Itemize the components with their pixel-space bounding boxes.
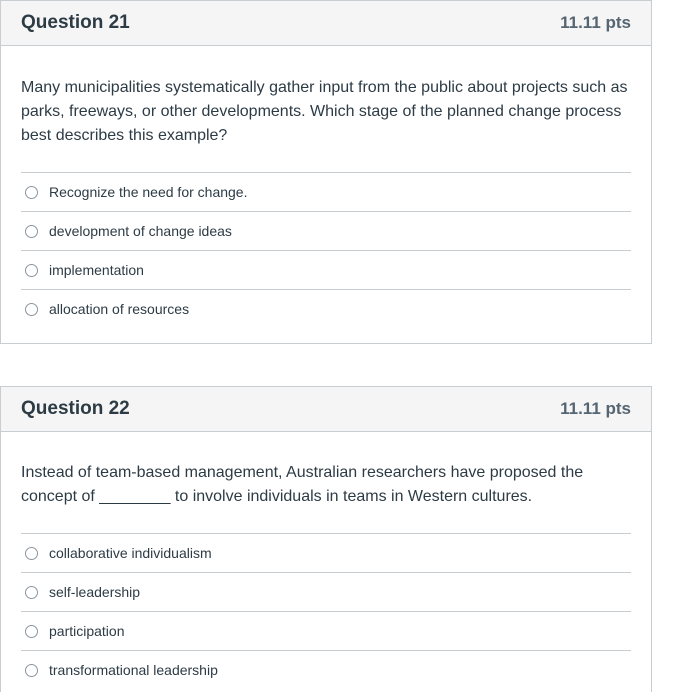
question-title: Question 21 xyxy=(21,12,130,33)
radio-button[interactable] xyxy=(25,264,38,277)
answer-label[interactable]: allocation of resources xyxy=(49,301,190,317)
question-text: Instead of team-based management, Australian researchers have proposed the concept of ________ to involve individuals in teams in Western cultures. xyxy=(21,464,584,505)
answer-label[interactable]: participation xyxy=(49,623,125,639)
answer-option[interactable] xyxy=(21,172,631,211)
answer-label[interactable]: self-leadership xyxy=(49,584,141,600)
radio-button[interactable] xyxy=(25,186,38,199)
radio-button[interactable] xyxy=(25,303,38,316)
question-header xyxy=(1,387,651,432)
answer-option[interactable] xyxy=(21,572,631,611)
answer-option[interactable] xyxy=(21,533,631,572)
answer-option[interactable] xyxy=(21,211,631,250)
question-header xyxy=(1,1,651,46)
answer-label[interactable]: transformational leadership xyxy=(49,662,218,678)
question-title: Question 22 xyxy=(21,398,130,419)
radio-button[interactable] xyxy=(25,625,38,638)
question-body xyxy=(1,432,651,689)
answer-option[interactable] xyxy=(21,250,631,289)
answer-label[interactable]: development of change ideas xyxy=(49,223,232,239)
radio-button[interactable] xyxy=(25,225,38,238)
radio-button[interactable] xyxy=(25,664,38,677)
question-body xyxy=(1,46,651,328)
answer-option[interactable] xyxy=(21,289,631,328)
radio-button[interactable] xyxy=(25,547,38,560)
question-points: 11.11 pts xyxy=(560,399,631,418)
radio-button[interactable] xyxy=(25,586,38,599)
answer-label[interactable]: collaborative individualism xyxy=(49,545,212,561)
question-points: 11.11 pts xyxy=(560,13,631,32)
answer-option[interactable] xyxy=(21,611,631,650)
answer-label[interactable]: Recognize the need for change. xyxy=(49,184,248,200)
question-card xyxy=(0,386,652,692)
question-card xyxy=(0,0,652,344)
answer-list xyxy=(21,533,631,689)
answer-option[interactable] xyxy=(21,650,631,689)
answer-list xyxy=(21,172,631,328)
question-text: Many municipalities systematically gather input from the public about projects such as parks, freeways, or other developments. Which stage of the planned change process best describes this example? xyxy=(21,79,628,144)
answer-label[interactable]: implementation xyxy=(49,262,144,278)
